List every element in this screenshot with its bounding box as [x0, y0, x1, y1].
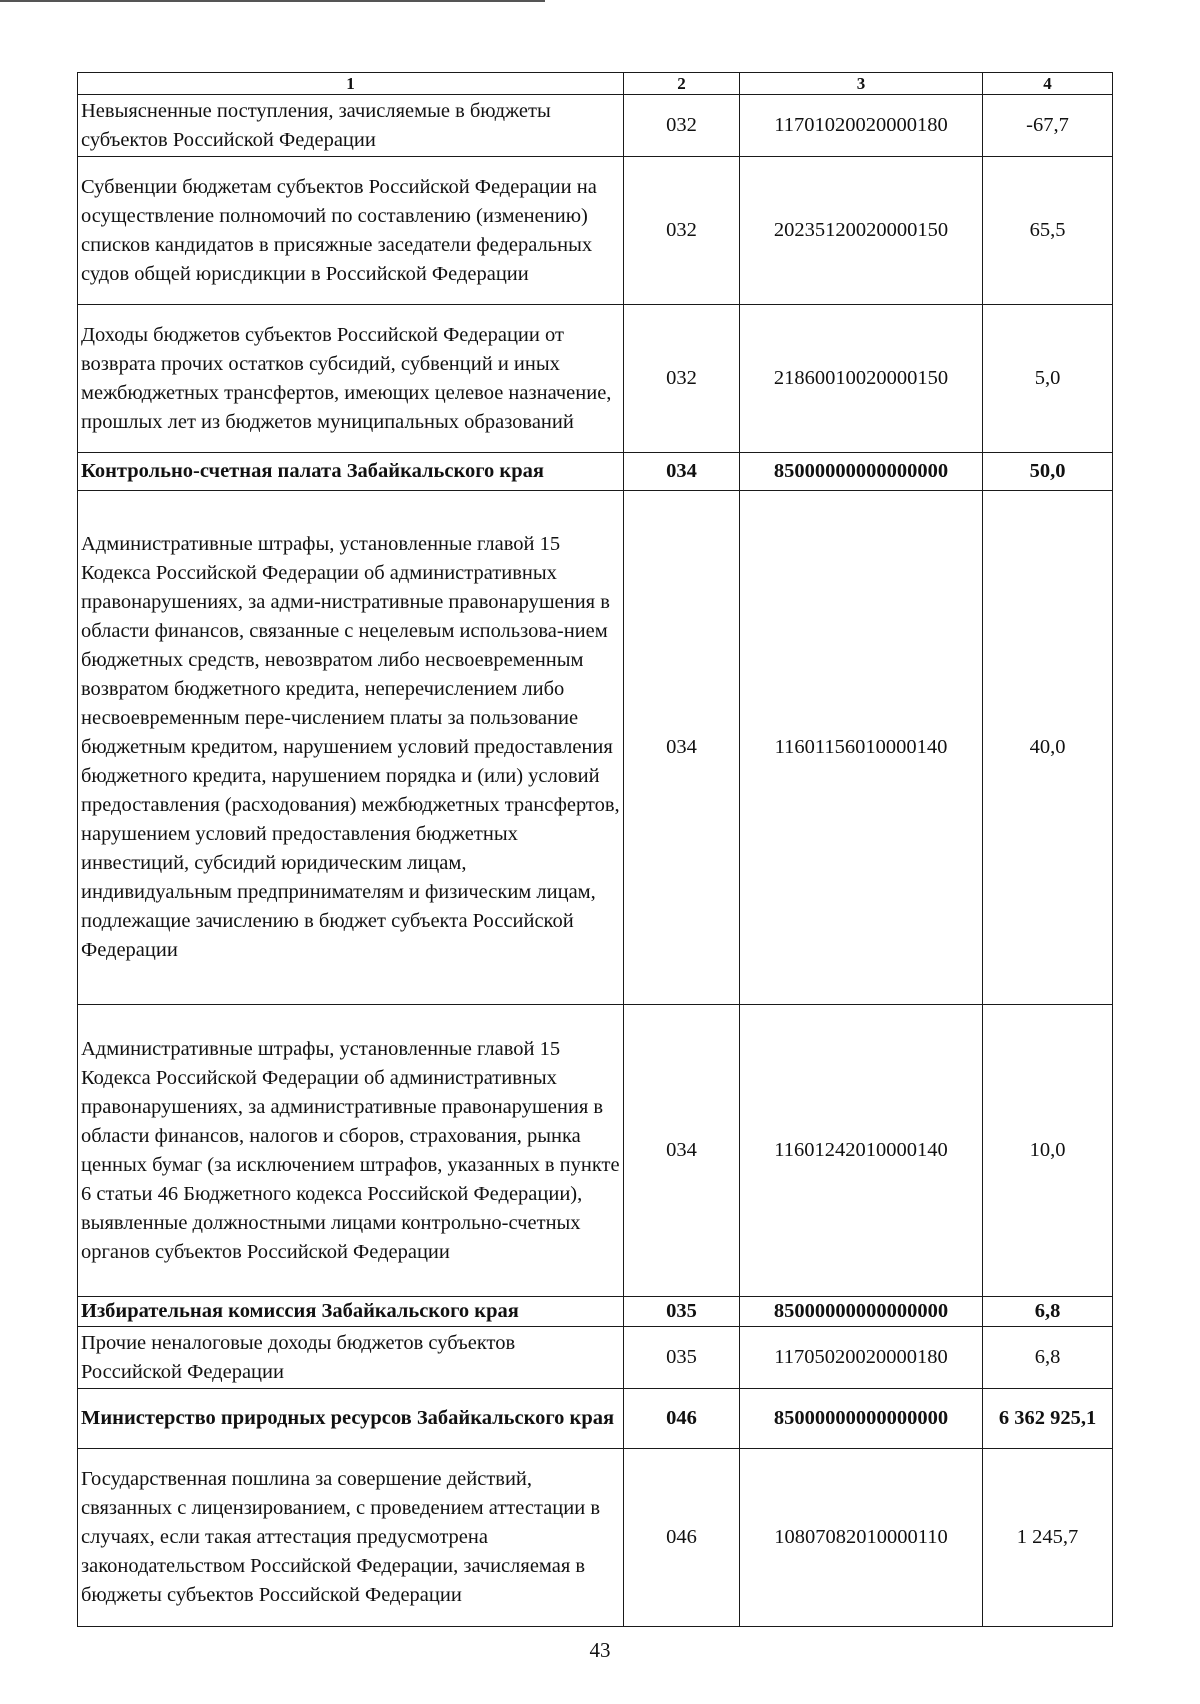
table-row [78, 157, 1113, 305]
table-row-section [78, 453, 1113, 491]
row-amount: 1 245,7 [983, 1449, 1113, 1627]
table-row-section [78, 1297, 1113, 1327]
table-row-section [78, 1389, 1113, 1449]
row-admin-code: 034 [624, 1005, 740, 1297]
row-description: Административные штрафы, установленные главой 15 Кодекса Российской Федерации об административных правонарушениях, за административные правонарушения в области финансов, налогов и сборов, страхования, рынка ценных бумаг (за исключением штрафов, указанных в пункте 6 статьи 46 Бюджетного кодекса Российской Федерации), выявленные должностными лицами контрольно-счетных органов субъектов Российской Федерации [78, 1005, 624, 1297]
row-budget-code: 85000000000000000 [740, 453, 983, 491]
table-row [78, 305, 1113, 453]
row-amount: 5,0 [983, 305, 1113, 453]
row-description: Государственная пошлина за совершение действий, связанных с лицензированием, с проведением аттестации в случаях, если такая аттестация предусмотрена законодательством Российской Федерации, зачисляемая в бюджеты субъектов Российской Федерации [78, 1449, 624, 1627]
row-amount: 40,0 [983, 491, 1113, 1005]
row-budget-code: 11705020020000180 [740, 1327, 983, 1389]
page-number: 43 [589, 1638, 611, 1662]
row-description: Прочие неналоговые доходы бюджетов субъектов Российской Федерации [78, 1327, 624, 1389]
table-header-row [78, 73, 1113, 95]
row-budget-code: 11701020020000180 [740, 95, 983, 157]
table-row [78, 1327, 1113, 1389]
row-budget-code: 21860010020000150 [740, 305, 983, 453]
row-description: Доходы бюджетов субъектов Российской Федерации от возврата прочих остатков субсидий, субвенций и иных межбюджетных трансфертов, имеющих целевое назначение, прошлых лет из бюджетов муниципальных образований [78, 305, 624, 453]
row-description: Контрольно-счетная палата Забайкальского края [78, 453, 624, 491]
row-admin-code: 046 [624, 1449, 740, 1627]
row-amount: 6,8 [983, 1297, 1113, 1327]
row-description: Административные штрафы, установленные главой 15 Кодекса Российской Федерации об административных правонарушениях, за адми-нистративные правонарушения в области финансов, связанные с нецелевым использова-нием бюджетных средств, невозвратом либо несвоевременным возвратом бюджетного кредита, неперечислением либо несвоевременным пере-числением платы за пользование бюджетным кредитом, нарушением условий предоставления бюджетного кредита, нарушением порядка и (или) условий предоставления (расходования) межбюджетных трансфертов, нарушением условий предоставления бюджетных инвестиций, субсидий юридическим лицам, индивидуальным предпринимателям и физическим лицам, подлежащие зачислению в бюджет субъекта Российской Федерации [78, 491, 624, 1005]
row-admin-code: 032 [624, 95, 740, 157]
table-row [78, 95, 1113, 157]
row-budget-code: 11601242010000140 [740, 1005, 983, 1297]
row-admin-code: 032 [624, 157, 740, 305]
row-admin-code: 032 [624, 305, 740, 453]
header-cell: 2 [624, 73, 740, 95]
budget-table [77, 72, 1113, 1627]
row-admin-code: 034 [624, 453, 740, 491]
row-description: Министерство природных ресурсов Забайкальского края [78, 1389, 624, 1449]
table-row [78, 1449, 1113, 1627]
row-admin-code: 034 [624, 491, 740, 1005]
row-amount: 10,0 [983, 1005, 1113, 1297]
row-admin-code: 035 [624, 1327, 740, 1389]
row-amount: 65,5 [983, 157, 1113, 305]
row-description: Невыясненные поступления, зачисляемые в бюджеты субъектов Российской Федерации [78, 95, 624, 157]
header-cell: 4 [983, 73, 1113, 95]
row-description: Субвенции бюджетам субъектов Российской Федерации на осуществление полномочий по составлению (изменению) списков кандидатов в присяжные заседатели федеральных судов общей юрисдикции в Российской Федерации [78, 157, 624, 305]
header-cell: 3 [740, 73, 983, 95]
table-row [78, 1005, 1113, 1297]
row-budget-code: 85000000000000000 [740, 1389, 983, 1449]
row-amount: -67,7 [983, 95, 1113, 157]
row-budget-code: 85000000000000000 [740, 1297, 983, 1327]
row-budget-code: 11601156010000140 [740, 491, 983, 1005]
table-row [78, 491, 1113, 1005]
row-amount: 6 362 925,1 [983, 1389, 1113, 1449]
row-budget-code: 10807082010000110 [740, 1449, 983, 1627]
row-description: Избирательная комиссия Забайкальского края [78, 1297, 624, 1327]
row-admin-code: 046 [624, 1389, 740, 1449]
row-amount: 50,0 [983, 453, 1113, 491]
header-cell: 1 [78, 73, 624, 95]
top-rule [0, 0, 545, 2]
row-budget-code: 20235120020000150 [740, 157, 983, 305]
row-admin-code: 035 [624, 1297, 740, 1327]
row-amount: 6,8 [983, 1327, 1113, 1389]
